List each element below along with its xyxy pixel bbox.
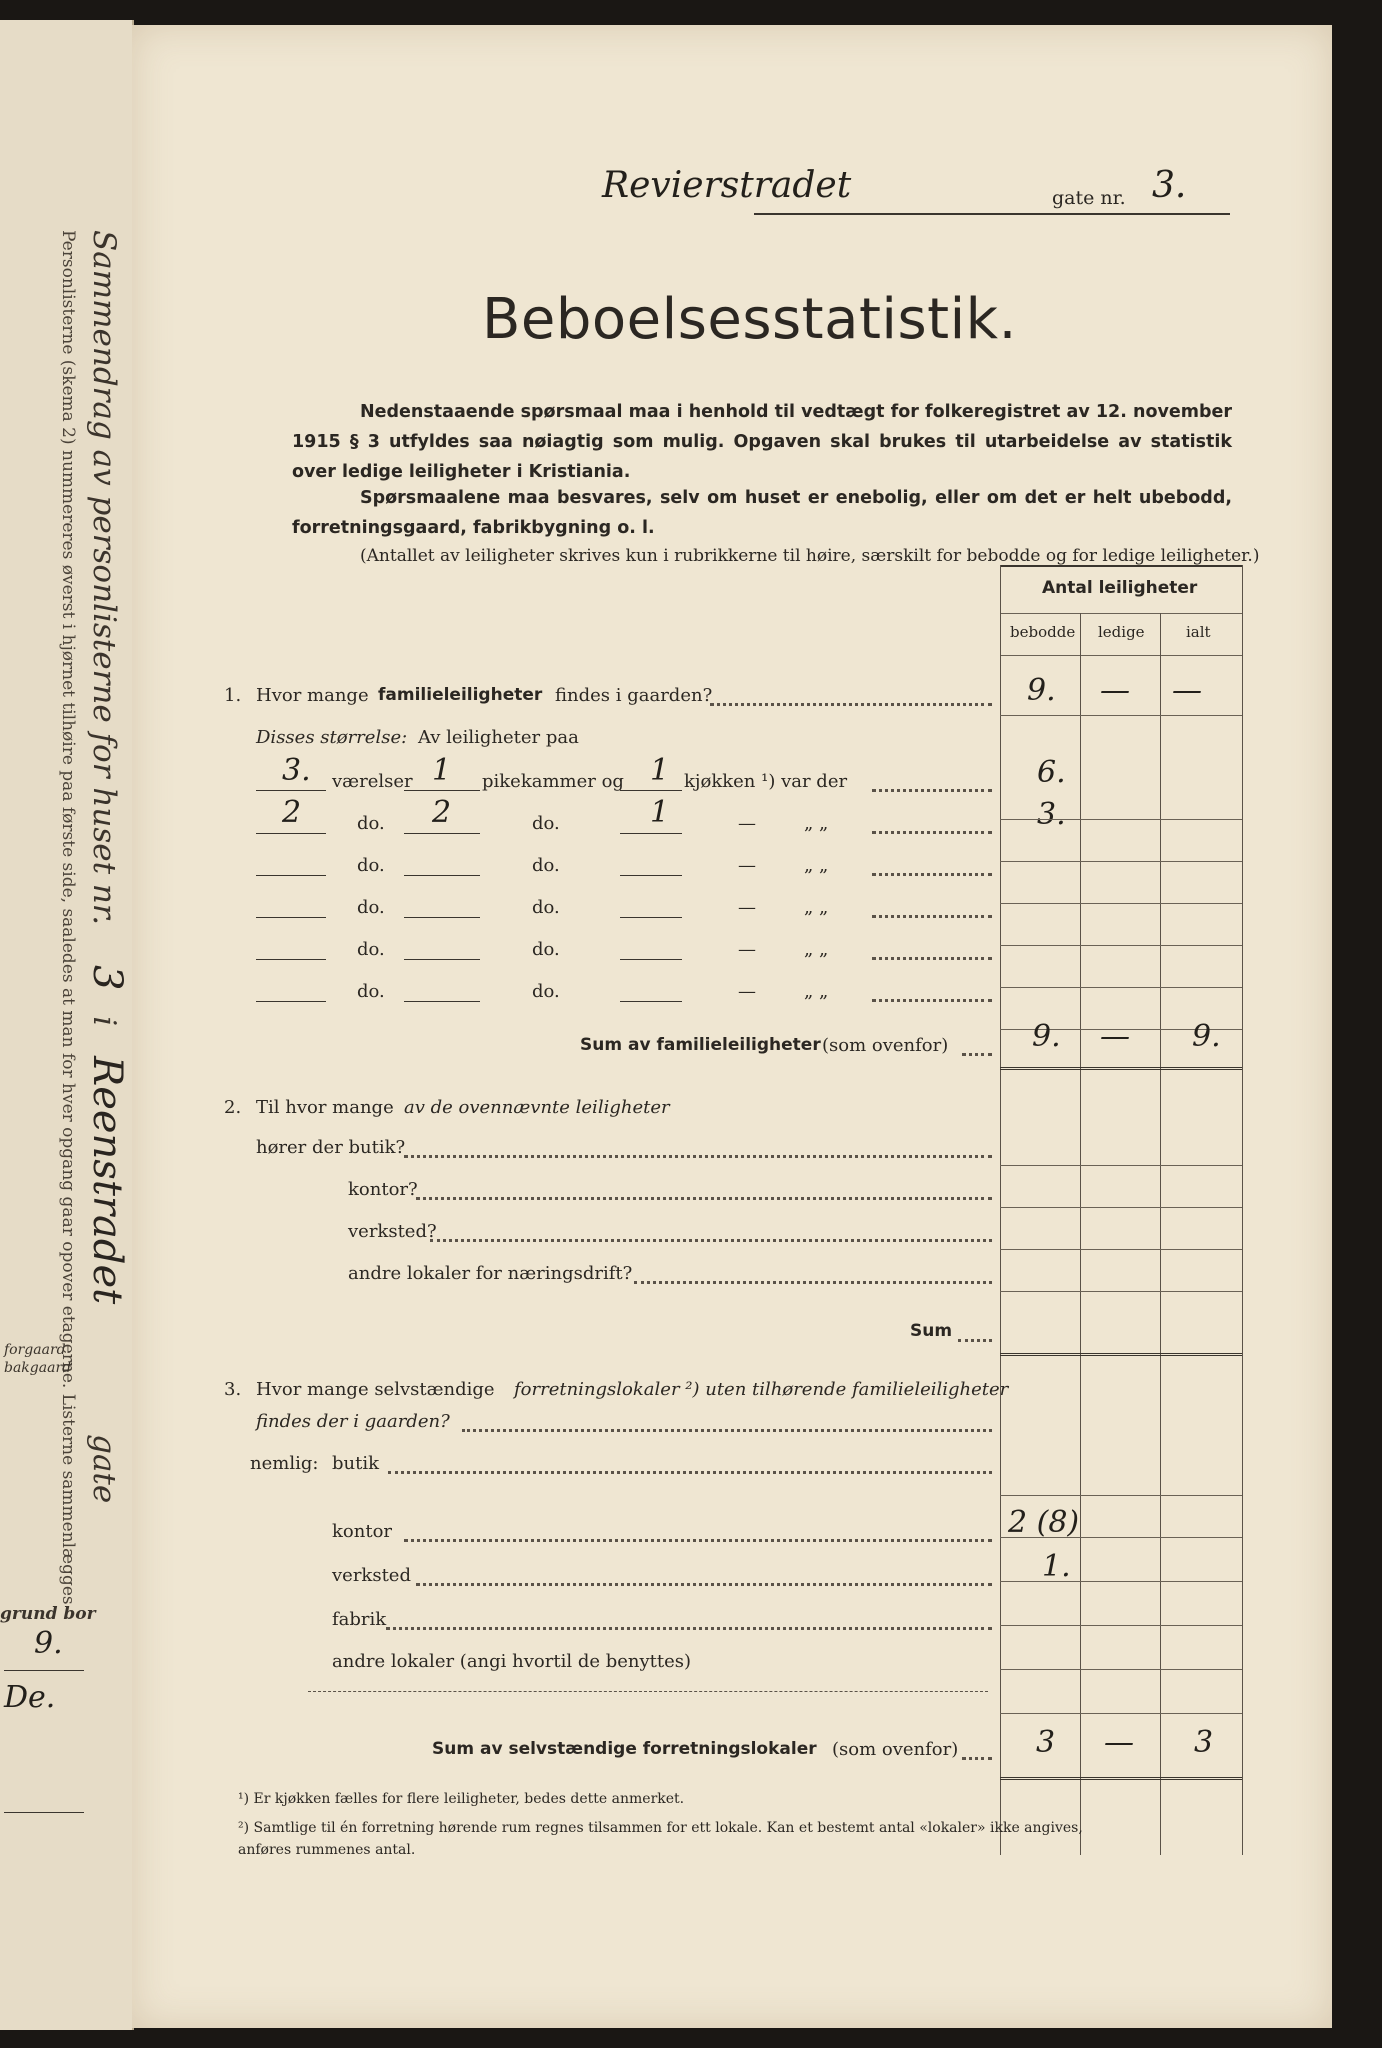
table-col-line-1 bbox=[1000, 565, 1001, 1855]
q1-sum-ialt: 9. bbox=[1192, 1019, 1221, 1054]
q3-sum-rule bbox=[1000, 1777, 1242, 1780]
table-top-rule bbox=[1000, 565, 1242, 567]
row3-kitchen-line bbox=[620, 875, 682, 876]
q1-sum-bebodde: 9. bbox=[1032, 1019, 1061, 1054]
q1-answer-ialt: — bbox=[1172, 673, 1202, 708]
q1-sum-post: (som ovenfor) bbox=[822, 1035, 949, 1056]
col-header-ledige: ledige bbox=[1098, 623, 1145, 641]
left-margin-forgaard: forgaard bbox=[4, 1342, 66, 1358]
q3-dots-butik bbox=[388, 1471, 992, 1474]
q1-text-post: findes i gaarden? bbox=[555, 685, 713, 706]
footnote-1: ¹) Er kjøkken fælles for flere leiligheter, bedes dette anmerket. bbox=[238, 1791, 685, 1807]
q3-item-butik: butik bbox=[332, 1453, 380, 1474]
header-gate-label: gate nr. bbox=[1052, 187, 1126, 209]
row1-dots bbox=[872, 789, 992, 792]
q1-size-text: Av leiligheter paa bbox=[418, 727, 579, 748]
row5-rooms-label: do. bbox=[357, 939, 385, 960]
left-margin-street: Reenstradet bbox=[84, 1056, 130, 1305]
q1-sum-rule bbox=[1000, 1067, 1242, 1070]
row6-dash: — bbox=[738, 981, 756, 1002]
form-page bbox=[132, 25, 1332, 2028]
row2-maid-value: 2 bbox=[432, 795, 452, 830]
q2-dots-butik bbox=[404, 1155, 992, 1158]
row4-dash: — bbox=[738, 897, 756, 918]
q1-leader-dots bbox=[710, 703, 992, 706]
left-margin-subtitle: Personlisterne (skema 2) nummereres øverst i hjørnet tilhøire paa første side, saaledes at man for hver opgang gaar opover etagerne. Listerne sammenlægges bbox=[58, 230, 78, 1605]
table-group-rule bbox=[1000, 613, 1242, 614]
q1-answer-bebodde: 9. bbox=[1027, 673, 1056, 708]
row1-rooms-label: værelser bbox=[332, 771, 413, 792]
row5-maid-line bbox=[404, 959, 480, 960]
q2-item-andre: andre lokaler for næringsdrift? bbox=[348, 1263, 633, 1284]
row4-maid-line bbox=[404, 917, 480, 918]
q3-number: 3. bbox=[224, 1379, 242, 1400]
q2-row-rule bbox=[1000, 1249, 1242, 1250]
q3-nemlig: nemlig: bbox=[250, 1453, 319, 1474]
q3-dots-fabrik bbox=[386, 1627, 992, 1630]
row3-maid-label: do. bbox=[532, 855, 560, 876]
q3-row-rule bbox=[1000, 1713, 1242, 1714]
q3-answer-verksted: 1. bbox=[1042, 1549, 1071, 1584]
row5-kitchen-line bbox=[620, 959, 682, 960]
row1-maid-value: 1 bbox=[432, 753, 452, 788]
q1-text-pre: Hvor mange bbox=[256, 685, 369, 706]
left-margin-title-text: Sammendrag av personlisterne for huset nr. bbox=[86, 230, 122, 926]
q1-sum-ledige: — bbox=[1100, 1019, 1130, 1054]
q3-item-andre: andre lokaler (angi hvortil de benyttes) bbox=[332, 1651, 692, 1672]
q2-text-italic: av de ovennævnte leiligheter bbox=[404, 1097, 670, 1118]
row3-dots bbox=[872, 873, 992, 876]
q2-row-rule bbox=[1000, 1291, 1242, 1292]
left-margin-title bbox=[84, 230, 130, 1870]
row3-maid-line bbox=[404, 875, 480, 876]
row6-rooms-label: do. bbox=[357, 981, 385, 1002]
q3-row-rule bbox=[1000, 1495, 1242, 1496]
row1-maid-line bbox=[404, 790, 480, 791]
q1-number: 1. bbox=[224, 685, 242, 706]
left-margin-i-label: i bbox=[86, 1016, 122, 1027]
intro-paragraph-2: Spørsmaalene maa besvares, selv om huset er enebolig, eller om det er helt ubebodd, forretningsgaard, fabrikbygning o. l. bbox=[292, 488, 1232, 538]
page-title: Beboelsesstatistik. bbox=[482, 287, 1017, 352]
q2-text-pre: Til hvor mange bbox=[256, 1097, 394, 1118]
q3-andre-line bbox=[308, 1691, 988, 1692]
row1-rooms-line bbox=[256, 790, 326, 791]
q3-sum-post: (som ovenfor) bbox=[832, 1739, 959, 1760]
row2-rooms-label: do. bbox=[357, 813, 385, 834]
left-margin-rule bbox=[4, 1670, 84, 1671]
q3-sum-label: Sum av selvstændige forretningslokaler bbox=[432, 1739, 817, 1759]
header-gate-nr: 3. bbox=[1152, 165, 1187, 206]
row2-maid-line bbox=[404, 833, 480, 834]
row3-dash: — bbox=[738, 855, 756, 876]
q1-sum-dots bbox=[962, 1053, 992, 1056]
row4-rooms-label: do. bbox=[357, 897, 385, 918]
q1-size-rule bbox=[1000, 945, 1242, 946]
row1-kitchen-label: kjøkken ¹) var der bbox=[684, 771, 848, 792]
q1-sum-label: Sum av familieleiligheter bbox=[580, 1035, 821, 1055]
q3-item-verksted: verksted bbox=[332, 1565, 411, 1586]
row1-maid-label: pikekammer og bbox=[482, 771, 624, 792]
col-header-rule bbox=[1000, 655, 1242, 656]
row5-dash: — bbox=[738, 939, 756, 960]
row2-ditto: „ „ bbox=[804, 813, 829, 834]
left-margin-text bbox=[10, 230, 130, 1870]
row6-ditto: „ „ bbox=[804, 981, 829, 1002]
q3-line1-italic: forretningslokaler ²) uten tilhørende familieleiligheter bbox=[514, 1379, 1009, 1400]
q3-item-kontor: kontor bbox=[332, 1521, 393, 1542]
table-group-header: Antal leiligheter bbox=[1042, 578, 1198, 598]
q3-item-fabrik: fabrik bbox=[332, 1609, 387, 1630]
q3-row-rule bbox=[1000, 1537, 1242, 1538]
col-header-bebodde: bebodde bbox=[1010, 623, 1076, 641]
left-margin-persons: 9. bbox=[34, 1626, 63, 1661]
row6-maid-line bbox=[404, 1001, 480, 1002]
q3-line1-pre: Hvor mange selvstændige bbox=[256, 1379, 495, 1400]
header-underline bbox=[754, 213, 1230, 215]
q3-row-rule bbox=[1000, 1581, 1242, 1582]
left-margin-grund-bor: grund bor bbox=[0, 1604, 96, 1624]
row6-rooms-line bbox=[256, 1001, 326, 1002]
q2-item-kontor: kontor? bbox=[348, 1179, 418, 1200]
q2-sum-label: Sum bbox=[910, 1321, 953, 1341]
col-header-ialt: ialt bbox=[1186, 623, 1211, 641]
row5-ditto: „ „ bbox=[804, 939, 829, 960]
row4-rooms-line bbox=[256, 917, 326, 918]
q1-answer-ledige: — bbox=[1100, 673, 1130, 708]
q3-dots-kontor bbox=[404, 1539, 992, 1542]
q3-sum-dots bbox=[962, 1757, 992, 1760]
row4-ditto: „ „ bbox=[804, 897, 829, 918]
row2-kitchen-line bbox=[620, 833, 682, 834]
q2-dots-andre bbox=[634, 1281, 992, 1284]
q3-row-rule bbox=[1000, 1669, 1242, 1670]
left-margin-extra: De. bbox=[4, 1680, 56, 1715]
row4-kitchen-line bbox=[620, 917, 682, 918]
row5-maid-label: do. bbox=[532, 939, 560, 960]
row1-kitchen-value: 1 bbox=[650, 753, 670, 788]
q3-line2-dots bbox=[462, 1429, 992, 1432]
row1-rooms-value: 3. bbox=[282, 753, 311, 788]
row2-rooms-value: 2 bbox=[282, 795, 302, 830]
left-margin-rule-2 bbox=[4, 1812, 84, 1813]
left-margin-gate-label: gate bbox=[86, 1434, 122, 1504]
q2-dots-verksted bbox=[430, 1239, 992, 1242]
row2-maid-label: do. bbox=[532, 813, 560, 834]
left-page-edge bbox=[0, 20, 134, 2030]
q3-dots-verksted bbox=[416, 1583, 992, 1586]
row2-dash: — bbox=[738, 813, 756, 834]
row1-kitchen-line bbox=[620, 790, 682, 791]
intro-paragraph-3: (Antallet av leiligheter skrives kun i rubrikkerne til høire, særskilt for bebodde og for ledige leiligheter.) bbox=[360, 546, 1260, 566]
q1-size-rule bbox=[1000, 861, 1242, 862]
q1-text-bold: familieleiligheter bbox=[378, 685, 543, 705]
row3-ditto: „ „ bbox=[804, 855, 829, 876]
q1-size-label: Disses størrelse: bbox=[256, 727, 408, 748]
left-margin-baggaard: bakgaard bbox=[4, 1360, 72, 1376]
row6-dots bbox=[872, 999, 992, 1002]
header-street: Revierstradet bbox=[602, 165, 852, 206]
row4-dots bbox=[872, 915, 992, 918]
q3-sum-bebodde: 3 bbox=[1036, 1725, 1056, 1760]
q2-dots-kontor bbox=[416, 1197, 992, 1200]
row6-maid-label: do. bbox=[532, 981, 560, 1002]
footnote-2: ²) Samtlige til én forretning hørende rum regnes tilsammen for ett lokale. Kan et bestemt antal «lokaler» ikke angives, anføres rummenes antal. bbox=[238, 1820, 1083, 1858]
q2-item-verksted: verksted? bbox=[348, 1221, 437, 1242]
row2-dots bbox=[872, 831, 992, 834]
intro-paragraph-1: Nedenstaaende spørsmaal maa i henhold til vedtægt for folkeregistret av 12. november 1915 § 3 utfyldes saa nøiagtig som mulig. Opgaven skal brukes til utarbeidelse av statistik over ledige leiligheter i Kristiania. bbox=[292, 402, 1232, 482]
row2-kitchen-value: 1 bbox=[650, 795, 670, 830]
q3-row-rule bbox=[1000, 1625, 1242, 1626]
q3-sum-ialt: 3 bbox=[1194, 1725, 1214, 1760]
row6-kitchen-line bbox=[620, 1001, 682, 1002]
q2-sum-rule bbox=[1000, 1353, 1242, 1356]
q3-sum-ledige: — bbox=[1104, 1725, 1134, 1760]
row5-rooms-line bbox=[256, 959, 326, 960]
row2-answer: 3. bbox=[1037, 797, 1066, 832]
row5-dots bbox=[872, 957, 992, 960]
q2-item-butik: hører der butik? bbox=[256, 1137, 406, 1158]
row1-answer: 6. bbox=[1037, 755, 1066, 790]
q1-size-rule bbox=[1000, 903, 1242, 904]
table-col-line-4 bbox=[1242, 565, 1243, 1855]
q3-answer-kontor: 2 (8) bbox=[1008, 1505, 1080, 1540]
q3-line2-italic: findes der i gaarden? bbox=[256, 1411, 450, 1432]
row3-rooms-line bbox=[256, 875, 326, 876]
row3-rooms-label: do. bbox=[357, 855, 385, 876]
q2-sum-dots bbox=[958, 1339, 992, 1342]
row2-rooms-line bbox=[256, 833, 326, 834]
row4-maid-label: do. bbox=[532, 897, 560, 918]
q1-row-rule bbox=[1000, 715, 1242, 716]
q2-number: 2. bbox=[224, 1097, 242, 1118]
left-margin-house-nr: 3 bbox=[84, 964, 130, 991]
q2-row-rule bbox=[1000, 1165, 1242, 1166]
q2-row-rule bbox=[1000, 1207, 1242, 1208]
q1-size-rule bbox=[1000, 819, 1242, 820]
q1-size-rule bbox=[1000, 987, 1242, 988]
